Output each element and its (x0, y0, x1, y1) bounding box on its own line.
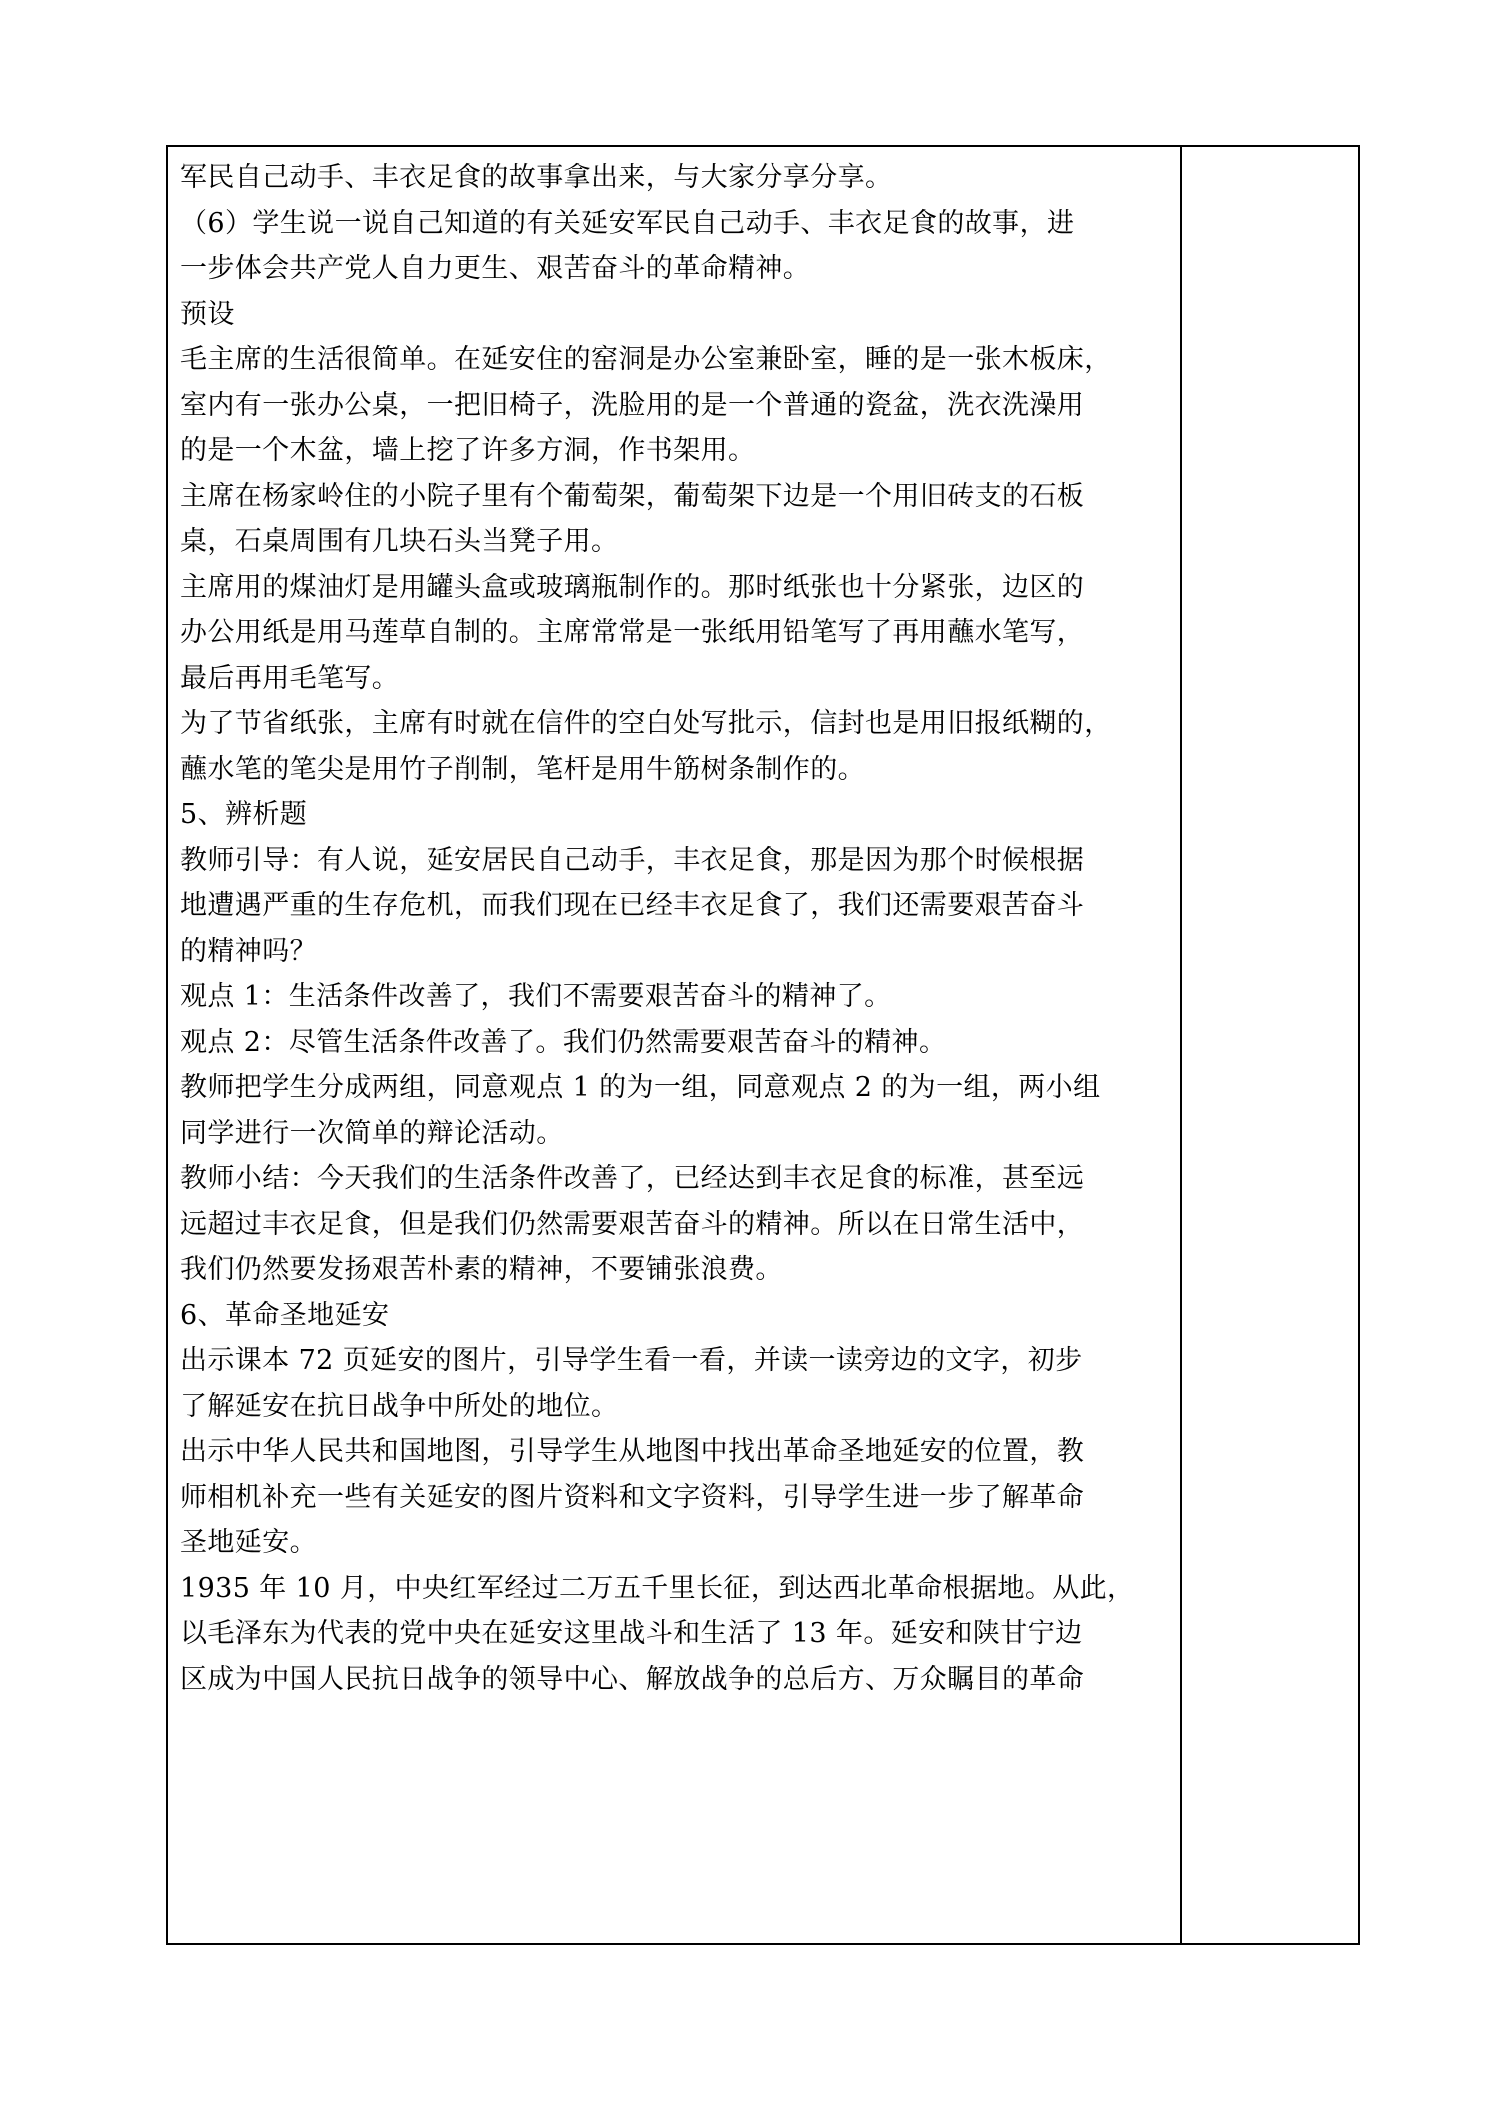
section-label: 预设 (180, 298, 235, 330)
text-line: 区成为中国人民抗日战争的领导中心、解放战争的总后方、万众瞩目的革命 (180, 1663, 1085, 1695)
text-line: 办公用纸是用马莲草自制的。主席常常是一张纸用铅笔写了再用蘸水笔写， (180, 617, 1085, 648)
text-line: 教师引导：有人说，延安居民自己动手，丰衣足食，那是因为那个时候根据 (180, 844, 1085, 876)
text-line: 圣地延安。 (180, 1527, 317, 1558)
text-line: 地遭遇严重的生存危机，而我们现在已经丰衣足食了，我们还需要艰苦奋斗 (180, 890, 1085, 921)
text-line: 桌，石桌周围有几块石头当凳子用。 (180, 526, 619, 557)
text-line: 出示课本 72 页延安的图片，引导学生看一看，并读一读旁边的文字，初步 (180, 1345, 1083, 1376)
text-line: 以毛泽东为代表的党中央在延安这里战斗和生活了 13 年。延安和陕甘宁边 (180, 1618, 1083, 1649)
text-line: 了解延安在抗日战争中所处的地位。 (180, 1390, 619, 1422)
text-line: 观点 1：生活条件改善了，我们不需要艰苦奋斗的精神了。 (180, 981, 892, 1012)
text-line: （6）学生说一说自己知道的有关延安军民自己动手、丰衣足食的故事，进 (180, 207, 1075, 239)
text-line: 主席在杨家岭住的小院子里有个葡萄架，葡萄架下边是一个用旧砖支的石板 (180, 480, 1085, 512)
text-line: 主席用的煤油灯是用罐头盒或玻璃瓶制作的。那时纸张也十分紧张，边区的 (180, 571, 1085, 603)
text-line: 的精神吗？ (180, 935, 317, 967)
text-line: 为了节省纸张，主席有时就在信件的空白处写批示，信封也是用旧报纸糊的， (180, 708, 1112, 739)
text-line: 军民自己动手、丰衣足食的故事拿出来，与大家分享分享。 (180, 162, 893, 193)
text-line: 我们仍然要发扬艰苦朴素的精神，不要铺张浪费。 (180, 1254, 783, 1285)
text-line: 最后再用毛笔写。 (180, 662, 400, 694)
text-line: 观点 2：尽管生活条件改善了。我们仍然需要艰苦奋斗的精神。 (180, 1026, 947, 1058)
text-line: 毛主席的生活很简单。在延安住的窑洞是办公室兼卧室，睡的是一张木板床， (180, 344, 1112, 375)
text-line: 师相机补充一些有关延安的图片资料和文字资料，引导学生进一步了解革命 (180, 1481, 1085, 1513)
text-line: 室内有一张办公桌，一把旧椅子，洗脸用的是一个普通的瓷盆，洗衣洗澡用 (180, 389, 1085, 421)
text-line: 教师把学生分成两组，同意观点 1 的为一组，同意观点 2 的为一组，两小组 (180, 1072, 1101, 1103)
section-heading: 6、革命圣地延安 (180, 1299, 390, 1331)
text-line: 教师小结：今天我们的生活条件改善了，已经达到丰衣足食的标准，甚至远 (180, 1163, 1085, 1194)
text-line: 同学进行一次简单的辩论活动。 (180, 1117, 564, 1149)
lesson-content-cell (180, 155, 1170, 1935)
text-line: 出示中华人民共和国地图，引导学生从地图中找出革命圣地延安的位置，教 (180, 1436, 1085, 1467)
text-line: 蘸水笔的笔尖是用竹子削制，笔杆是用牛筋树条制作的。 (180, 753, 865, 785)
text-line: 1935 年 10 月，中央红军经过二万五千里长征，到达西北革命根据地。从此， (180, 1572, 1135, 1604)
section-heading: 5、辨析题 (180, 799, 308, 830)
text-line: 一步体会共产党人自力更生、艰苦奋斗的革命精神。 (180, 253, 811, 284)
lesson-plan-table (166, 145, 1360, 1945)
text-line: 远超过丰衣足食，但是我们仍然需要艰苦奋斗的精神。所以在日常生活中， (180, 1208, 1085, 1240)
notes-cell (1182, 147, 1358, 1943)
text-line: 的是一个木盆，墙上挖了许多方洞，作书架用。 (180, 435, 756, 466)
